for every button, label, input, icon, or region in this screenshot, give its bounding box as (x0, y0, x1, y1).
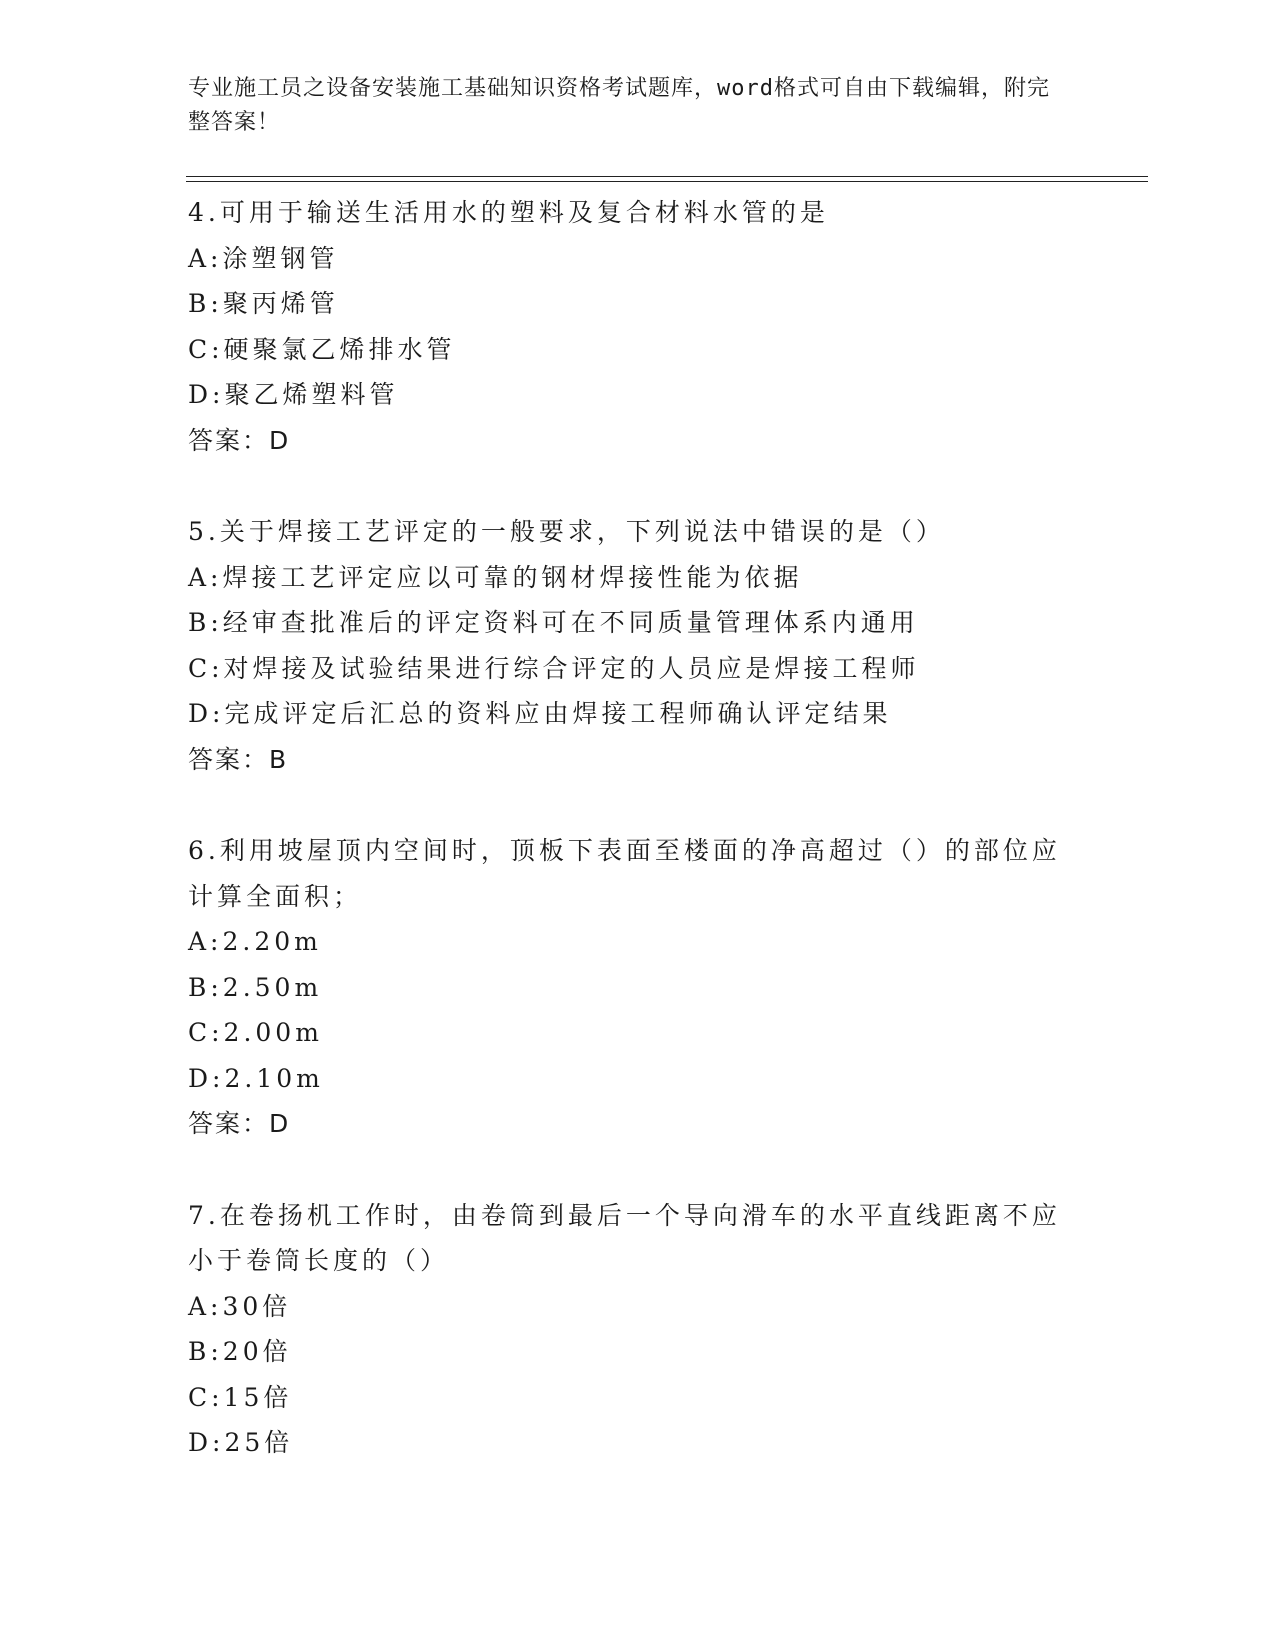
header-rule-bottom (186, 181, 1148, 182)
question-list (188, 190, 1088, 1512)
header-rule-top (186, 176, 1148, 177)
option-c: C:2.00m (188, 1018, 323, 1047)
question-text: 6.利用坡屋顶内空间时，顶板下表面至楼面的净高超过（）的部位应计算全面积； (188, 836, 1061, 911)
option-a: A:30倍 (188, 1291, 292, 1321)
document-intro: 专业施工员之设备安装施工基础知识资格考试题库，word格式可自由下载编辑，附完整答案！ (188, 76, 1050, 135)
question-text: 4.可用于输送生活用水的塑料及复合材料水管的是 (188, 198, 829, 227)
question-5 (188, 509, 1088, 782)
option-c: C:15倍 (188, 1382, 293, 1412)
question-text: 7.在卷扬机工作时，由卷筒到最后一个导向滑车的水平直线距离不应小于卷筒长度的（） (188, 1200, 1061, 1275)
option-a: A:2.20m (188, 927, 322, 956)
option-d: D:完成评定后汇总的资料应由焊接工程师确认评定结果 (188, 699, 892, 728)
answer: 答案：B (188, 744, 289, 774)
question-text: 5.关于焊接工艺评定的一般要求，下列说法中错误的是（） (188, 517, 945, 546)
option-d: D:2.10m (188, 1063, 324, 1093)
answer: 答案：D (188, 425, 291, 455)
option-b: B:20倍 (188, 1337, 292, 1366)
option-b: B:2.50m (188, 972, 323, 1002)
option-a: A:涂塑钢管 (188, 243, 339, 273)
option-a: A:焊接工艺评定应以可靠的钢材焊接性能为依据 (188, 562, 803, 592)
option-d: D:25倍 (188, 1428, 294, 1457)
option-b: B:经审查批准后的评定资料可在不同质量管理体系内通用 (188, 608, 919, 637)
option-c: C:硬聚氯乙烯排水管 (188, 334, 456, 364)
question-7 (188, 1193, 1088, 1466)
option-b: B:聚丙烯管 (188, 289, 339, 318)
question-6 (188, 828, 1088, 1147)
question-4 (188, 190, 1088, 463)
answer: 答案：D (188, 1109, 291, 1138)
option-d: D:聚乙烯塑料管 (188, 380, 399, 409)
option-c: C:对焊接及试验结果进行综合评定的人员应是焊接工程师 (188, 653, 920, 683)
